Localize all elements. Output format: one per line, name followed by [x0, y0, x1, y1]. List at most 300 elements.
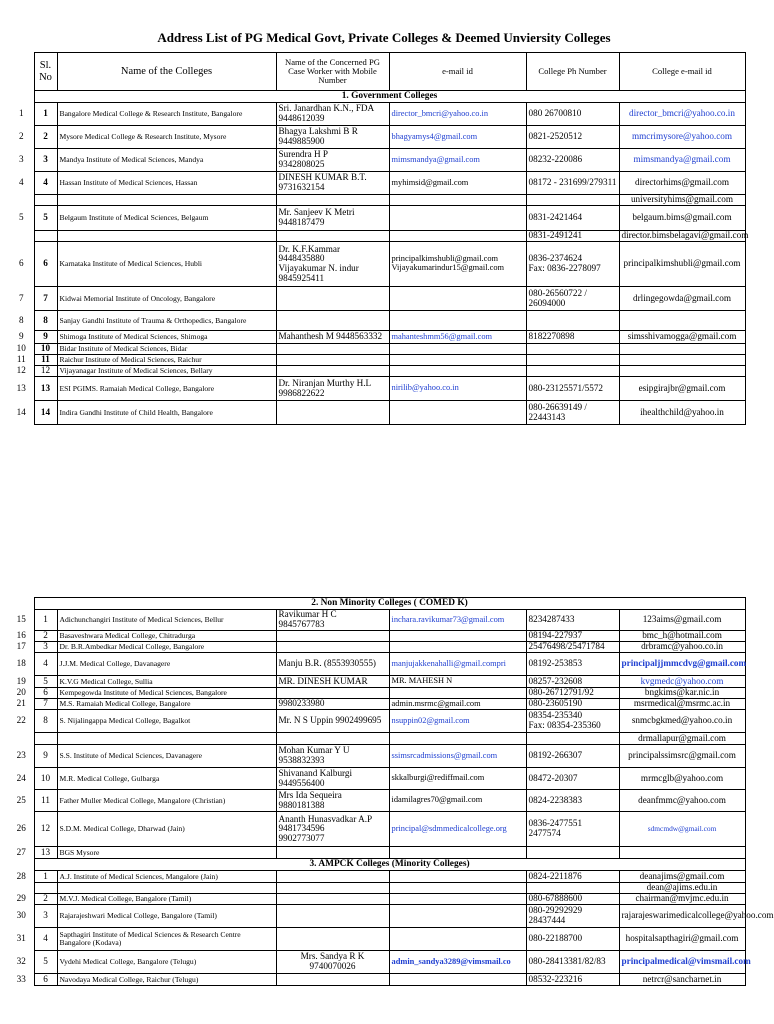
serial-number: 2	[34, 631, 57, 642]
case-worker: Ananth Hunasvadkar A.P 9481734596 9902773077	[276, 812, 389, 847]
case-worker	[276, 195, 389, 206]
serial-number: 12	[34, 812, 57, 847]
contact-email[interactable]: mahanteshmm56@gmail.com	[389, 331, 526, 344]
contact-email[interactable]: nsuppin02@gmail.com	[389, 710, 526, 733]
table-row	[9, 287, 745, 311]
row-number: 4	[18, 177, 24, 188]
contact-email	[389, 231, 526, 242]
case-worker: DINESH KUMAR B.T. 9731632154	[276, 172, 389, 195]
row-number: 21	[16, 698, 26, 709]
case-worker	[276, 733, 389, 745]
college-phone: 0824-2211876	[526, 871, 619, 883]
row-number: 22	[16, 715, 26, 726]
contact-email	[389, 905, 526, 928]
row-number: 25	[16, 794, 26, 805]
table-row	[9, 883, 745, 894]
college-name: Bangalore Medical College & Research Institute, Bangalore	[57, 103, 276, 126]
serial-number: 5	[34, 206, 57, 231]
case-worker	[276, 974, 389, 986]
college-phone: 08257-232608	[526, 676, 619, 688]
college-name: Karnataka Institute of Medical Sciences, Hubli	[57, 242, 276, 287]
case-worker: Mr. N S Uppin 9902499695	[276, 710, 389, 733]
college-name: S.D.M. Medical College, Dharwad (Jain)	[57, 812, 276, 847]
table-row	[9, 631, 745, 642]
row-number: 19	[16, 675, 26, 686]
case-worker: Sri. Janardhan K.N., FDA 9448612039	[276, 103, 389, 126]
row-number: 9	[18, 331, 24, 342]
table-row	[9, 745, 745, 768]
case-worker: Bhagya Lakshmi B R 9449885900	[276, 126, 389, 149]
page-title: Address List of PG Medical Govt, Private Colleges & Deemed Unviersity Colleges	[157, 30, 611, 45]
college-email: principalssimsrc@gmail.com	[619, 745, 745, 768]
college-name: Mysore Medical College & Research Institute, Mysore	[57, 126, 276, 149]
case-worker: Mr. Sanjeev K Metri 9448187479	[276, 206, 389, 231]
table-row	[9, 149, 745, 172]
college-email[interactable]: director_bmcri@yahoo.co.in	[619, 103, 745, 126]
college-phone: 8182270898	[526, 331, 619, 344]
table-row	[9, 344, 745, 355]
case-worker	[276, 366, 389, 377]
college-email: simsshivamogga@gmail.com	[619, 331, 745, 344]
header-email: e-mail id	[389, 53, 526, 91]
contact-email	[389, 344, 526, 355]
college-name	[57, 195, 276, 206]
serial-number: 1	[34, 871, 57, 883]
college-phone: 25476498/25471784	[526, 642, 619, 653]
college-email: 123aims@gmail.com	[619, 610, 745, 631]
college-name: Kempegowda Institute of Medical Sciences, Bangalore	[57, 688, 276, 699]
college-email: deanfmmc@yahoo.com	[619, 790, 745, 812]
contact-email	[389, 401, 526, 425]
college-phone	[526, 883, 619, 894]
college-email	[619, 311, 745, 331]
header-phone: College Ph Number	[526, 53, 619, 91]
college-name: Shimoga Institute of Medical Sciences, Shimoga	[57, 331, 276, 344]
case-worker: Mrs. Sandya R K 9740070026	[276, 951, 389, 974]
college-name: Dr. B.R.Ambedkar Medical College, Bangalore	[57, 642, 276, 653]
table-row	[9, 812, 745, 847]
college-name: S.S. Institute of Medical Sciences, Davanagere	[57, 745, 276, 768]
table-row	[9, 676, 745, 688]
contact-email: MR. MAHESH N	[389, 676, 526, 688]
college-phone: 080-26639149 / 22443143	[526, 401, 619, 425]
serial-number: 6	[34, 974, 57, 986]
college-email: deanajims@gmail.com	[619, 871, 745, 883]
table-row	[9, 331, 745, 344]
college-phone	[526, 344, 619, 355]
table-row	[9, 172, 745, 195]
college-phone	[526, 311, 619, 331]
case-worker	[276, 231, 389, 242]
college-email[interactable]: principalmedical@vimsmail.com	[619, 951, 745, 974]
college-name: Father Muller Medical College, Mangalore (Christian)	[57, 790, 276, 812]
case-worker	[276, 344, 389, 355]
college-phone: 0831-2421464	[526, 206, 619, 231]
serial-number: 5	[34, 676, 57, 688]
case-worker: Manju B.R. (8553930555)	[276, 653, 389, 676]
contact-email	[389, 928, 526, 951]
row-number: 5	[18, 212, 24, 223]
case-worker	[276, 287, 389, 311]
college-email[interactable]: mmcrimysore@yahoo.com	[619, 126, 745, 149]
row-number: 28	[16, 870, 26, 881]
contact-email[interactable]: mimsmandya@gmail.com	[389, 149, 526, 172]
college-phone	[526, 195, 619, 206]
row-number: 24	[16, 772, 26, 783]
row-number: 6	[18, 258, 24, 269]
table-row	[9, 928, 745, 951]
college-phone: 080-26560722 / 26094000	[526, 287, 619, 311]
college-name: S. Nijalingappa Medical College, Bagalkot	[57, 710, 276, 733]
serial-number: 4	[34, 172, 57, 195]
table-row	[9, 126, 745, 149]
college-phone	[526, 733, 619, 745]
serial-number: 8	[34, 311, 57, 331]
serial-number: 1	[34, 610, 57, 631]
college-email: snmcbgkmed@yahoo.co.in	[619, 710, 745, 733]
row-number: 11	[16, 354, 26, 365]
case-worker: Dr. Niranjan Murthy H.L 9986822622	[276, 377, 389, 401]
case-worker	[276, 894, 389, 905]
college-name: Indira Gandhi Institute of Child Health, Bangalore	[57, 401, 276, 425]
college-phone: 080-23605190	[526, 699, 619, 710]
serial-number: 10	[34, 768, 57, 790]
row-number: 12	[16, 365, 26, 376]
serial-number: 6	[34, 688, 57, 699]
private-colleges-table	[9, 597, 774, 986]
serial-number: 1	[34, 103, 57, 126]
serial-number: 7	[34, 699, 57, 710]
row-number: 7	[18, 292, 24, 303]
table-row	[9, 242, 745, 287]
contact-email	[389, 355, 526, 366]
table-row	[9, 103, 745, 126]
college-email: bmc_h@hotmail.com	[619, 631, 745, 642]
college-name: Kidwai Memorial Institute of Oncology, Bangalore	[57, 287, 276, 311]
college-phone: 08192-266307	[526, 745, 619, 768]
serial-number: 14	[34, 401, 57, 425]
college-email: belgaum.bims@gmail.com	[619, 206, 745, 231]
college-email[interactable]: mimsmandya@gmail.com	[619, 149, 745, 172]
contact-email	[389, 883, 526, 894]
row-number: 31	[16, 933, 26, 944]
table-row	[9, 710, 745, 733]
serial-number: 3	[34, 905, 57, 928]
contact-email: admin.msrmc@gmail.com	[389, 699, 526, 710]
college-name: BGS Mysore	[57, 847, 276, 859]
serial-number: 3	[34, 642, 57, 653]
row-number: 26	[16, 823, 26, 834]
row-number: 1	[18, 108, 24, 119]
college-phone	[526, 847, 619, 859]
case-worker	[276, 355, 389, 366]
table-row	[9, 974, 745, 986]
college-name: Sanjay Gandhi Institute of Trauma & Orthopedics, Bangalore	[57, 311, 276, 331]
section-title-ampck: 3. AMPCK Colleges (Minority Colleges)	[34, 859, 745, 871]
row-number: 17	[16, 641, 26, 652]
college-phone: 0836-2374624 Fax: 0836-2278097	[526, 242, 619, 287]
section-row	[9, 91, 745, 103]
contact-email[interactable]: bhagyamys4@gmail.com	[389, 126, 526, 149]
section-row	[9, 598, 745, 610]
college-phone: 0824-2238383	[526, 790, 619, 812]
college-name: Vijayanagar Institute of Medical Sciences, Bellary	[57, 366, 276, 377]
college-email: bngkims@kar.nic.in	[619, 688, 745, 699]
college-phone: 080-23125571/5572	[526, 377, 619, 401]
college-email: principalkimshubli@gmail.com	[619, 242, 745, 287]
case-worker	[276, 905, 389, 928]
row-number: 15	[16, 614, 26, 625]
serial-number: 13	[34, 377, 57, 401]
contact-email[interactable]: director_bmcri@yahoo.co.in	[389, 103, 526, 126]
college-name: M.R. Medical College, Gulbarga	[57, 768, 276, 790]
section-row	[9, 859, 745, 871]
table-row	[9, 366, 745, 377]
college-name: Bidar Institute of Medical Sciences, Bidar	[57, 344, 276, 355]
row-number: 18	[16, 658, 26, 669]
table-row	[9, 355, 745, 366]
college-email: mrmcglb@yahoo.com	[619, 768, 745, 790]
contact-email[interactable]: principal@sdmmedicalcollege.org	[389, 812, 526, 847]
college-email: universityhims@gmail.com	[619, 195, 745, 206]
contact-email	[389, 733, 526, 745]
college-email	[619, 847, 745, 859]
college-email[interactable]: kvgmedc@yahoo.com	[619, 676, 745, 688]
college-phone: 08532-223216	[526, 974, 619, 986]
row-number: 27	[16, 846, 26, 857]
college-email: dean@ajims.edu.in	[619, 883, 745, 894]
college-phone: 080-29292929 28437444	[526, 905, 619, 928]
college-email: chairman@mvjmc.edu.in	[619, 894, 745, 905]
contact-email	[389, 974, 526, 986]
row-number: 10	[16, 343, 26, 354]
row-number: 2	[18, 131, 24, 142]
serial-number: 5	[34, 951, 57, 974]
college-name	[57, 231, 276, 242]
college-email: hospitalsapthagiri@gmail.com	[619, 928, 745, 951]
college-phone: 08354-235340 Fax: 08354-235360	[526, 710, 619, 733]
college-name: Hassan Institute of Medical Sciences, Hassan	[57, 172, 276, 195]
college-name: Adichunchangiri Institute of Medical Sciences, Bellur	[57, 610, 276, 631]
college-phone: 08192-253853	[526, 653, 619, 676]
table-row	[9, 768, 745, 790]
case-worker	[276, 311, 389, 331]
college-name: Navodaya Medical College, Raichur (Telugu)	[57, 974, 276, 986]
college-phone: 8234287433	[526, 610, 619, 631]
table-header-row	[9, 53, 745, 91]
college-name: K.V.G Medical College, Sullia	[57, 676, 276, 688]
serial-number: 7	[34, 287, 57, 311]
row-number: 3	[18, 154, 24, 165]
serial-number: 12	[34, 366, 57, 377]
serial-number: 9	[34, 745, 57, 768]
contact-email	[389, 206, 526, 231]
case-worker	[276, 871, 389, 883]
contact-email[interactable]: manjujakkenahalli@gmail.compri	[389, 653, 526, 676]
contact-email: myhimsid@gmail.com	[389, 172, 526, 195]
college-name: M.V.J. Medical College, Bangalore (Tamil)	[57, 894, 276, 905]
contact-email	[389, 847, 526, 859]
contact-email	[389, 894, 526, 905]
college-phone: 08172 - 231699/279311	[526, 172, 619, 195]
serial-number: 11	[34, 790, 57, 812]
contact-email	[389, 366, 526, 377]
case-worker: MR. DINESH KUMAR	[276, 676, 389, 688]
college-name: J.J.M. Medical College, Davanagere	[57, 653, 276, 676]
table-row	[9, 894, 745, 905]
serial-number: 13	[34, 847, 57, 859]
college-phone: 0821-2520512	[526, 126, 619, 149]
serial-number: 3	[34, 149, 57, 172]
serial-number: 10	[34, 344, 57, 355]
college-email	[619, 344, 745, 355]
section-title-government: 1. Government Colleges	[34, 91, 745, 103]
row-number: 23	[16, 750, 26, 761]
contact-email	[389, 311, 526, 331]
table-row	[9, 733, 745, 745]
contact-email[interactable]: nirilib@yahoo.co.in	[389, 377, 526, 401]
row-number: 29	[16, 893, 26, 904]
college-name	[57, 733, 276, 745]
row-number: 33	[16, 973, 26, 984]
case-worker: Mahanthesh M 9448563332	[276, 331, 389, 344]
table-row	[9, 610, 745, 631]
row-number: 16	[16, 630, 26, 641]
college-phone: 0831-2491241	[526, 231, 619, 242]
college-name: Mandya Institute of Medical Sciences, Mandya	[57, 149, 276, 172]
case-worker: Mrs Ida Sequeira 9880181388	[276, 790, 389, 812]
serial-number: 4	[34, 653, 57, 676]
college-email: rajarajeswarimedicalcollege@yahoo.com	[619, 905, 745, 928]
case-worker: Ravikumar H C 9845767783	[276, 610, 389, 631]
contact-email	[389, 195, 526, 206]
table-row	[9, 847, 745, 859]
college-name: Basaveshwara Medical College, Chitradurga	[57, 631, 276, 642]
row-number: 8	[18, 314, 24, 325]
serial-number	[34, 231, 57, 242]
table-row	[9, 951, 745, 974]
college-phone: 080-22188700	[526, 928, 619, 951]
college-email: directorhims@gmail.com	[619, 172, 745, 195]
college-email: esipgirajbr@gmail.com	[619, 377, 745, 401]
college-phone: 08472-20307	[526, 768, 619, 790]
row-number	[9, 733, 34, 745]
case-worker: Shivanand Kalburgi 9449556400	[276, 768, 389, 790]
serial-number	[34, 733, 57, 745]
college-name: Vydehi Medical College, Bangalore (Telugu)	[57, 951, 276, 974]
college-phone	[526, 355, 619, 366]
table-row	[9, 790, 745, 812]
college-email: drbramc@yahoo.co.in	[619, 642, 745, 653]
serial-number: 2	[34, 126, 57, 149]
college-email[interactable]: sdmcmdw@gmail.com	[619, 812, 745, 847]
college-name: ESI PGIMS. Ramaiah Medical College, Bangalore	[57, 377, 276, 401]
college-name: Rajarajeshwari Medical College, Bangalore (Tamil)	[57, 905, 276, 928]
serial-number	[34, 883, 57, 894]
college-phone	[526, 366, 619, 377]
contact-email: skkalburgi@rediffmail.com	[389, 768, 526, 790]
contact-email	[389, 631, 526, 642]
contact-email: idamilagres70@gmail.com	[389, 790, 526, 812]
college-email: drmallapur@gmail.com	[619, 733, 745, 745]
header-case-worker: Name of the Concerned PG Case Worker with Mobile Number	[276, 53, 389, 91]
serial-number: 4	[34, 928, 57, 951]
table-row	[9, 688, 745, 699]
college-email: director.bimsbelagavi@gmail.com	[619, 231, 745, 242]
contact-email	[389, 642, 526, 653]
table-row	[9, 905, 745, 928]
case-worker	[276, 642, 389, 653]
row-number: 13	[16, 382, 26, 393]
college-name: A.J. Institute of Medical Sciences, Mangalore (Jain)	[57, 871, 276, 883]
contact-email	[389, 287, 526, 311]
case-worker	[276, 847, 389, 859]
college-email: msrmedical@msrmc.ac.in	[619, 699, 745, 710]
contact-email[interactable]: ssimsrcadmissions@gmail.com	[389, 745, 526, 768]
serial-number	[34, 195, 57, 206]
college-phone: 08232-220086	[526, 149, 619, 172]
header-college-name: Name of the Colleges	[57, 53, 276, 91]
college-phone: 080-67888600	[526, 894, 619, 905]
table-row	[9, 642, 745, 653]
case-worker	[276, 883, 389, 894]
contact-email[interactable]: admin_sandya3289@vimsmail.co	[389, 951, 526, 974]
header-college-email: College e-mail id	[619, 53, 745, 91]
row-number: 30	[16, 910, 26, 921]
college-phone: 080 26700810	[526, 103, 619, 126]
government-colleges-table	[9, 52, 749, 425]
serial-number: 11	[34, 355, 57, 366]
row-number	[9, 883, 34, 894]
table-row	[9, 871, 745, 883]
college-name: Raichur Institute of Medical Sciences, Raichur	[57, 355, 276, 366]
college-email[interactable]: principaljjmmcdvg@gmail.com	[619, 653, 745, 676]
college-name: M.S. Ramaiah Medical College, Bangalore	[57, 699, 276, 710]
serial-number: 9	[34, 331, 57, 344]
table-row	[9, 206, 745, 231]
college-email: drlingegowda@gmail.com	[619, 287, 745, 311]
case-worker: Dr. K.F.Kammar 9448435880 Vijayakumar N. indur 9845925411	[276, 242, 389, 287]
college-phone: 08194-227937	[526, 631, 619, 642]
college-email: netrcr@sancharnet.in	[619, 974, 745, 986]
college-name	[57, 883, 276, 894]
case-worker	[276, 401, 389, 425]
serial-number: 8	[34, 710, 57, 733]
case-worker: Mohan Kumar Y U 9538832393	[276, 745, 389, 768]
row-number: 20	[16, 687, 26, 698]
college-email	[619, 355, 745, 366]
table-row	[9, 231, 745, 242]
case-worker	[276, 631, 389, 642]
row-number	[9, 231, 34, 242]
row-number	[9, 195, 34, 206]
serial-number: 2	[34, 894, 57, 905]
table-row	[9, 311, 745, 331]
case-worker: Surendra H P 9342808025	[276, 149, 389, 172]
serial-number: 6	[34, 242, 57, 287]
table-row	[9, 653, 745, 676]
contact-email[interactable]: inchara.ravikumar73@gmail.com	[389, 610, 526, 631]
contact-email	[389, 688, 526, 699]
case-worker: 9980233980	[276, 699, 389, 710]
contact-email	[389, 871, 526, 883]
contact-email: principalkimshubli@gmail.com Vijayakumarindur15@gmail.com	[389, 242, 526, 287]
table-row	[9, 699, 745, 710]
college-phone: 0836-2477551 2477574	[526, 812, 619, 847]
table-row	[9, 377, 745, 401]
college-name: Sapthagiri Institute of Medical Sciences & Research Centre Bangalore (Kodava)	[57, 928, 276, 951]
row-number: 32	[16, 956, 26, 967]
